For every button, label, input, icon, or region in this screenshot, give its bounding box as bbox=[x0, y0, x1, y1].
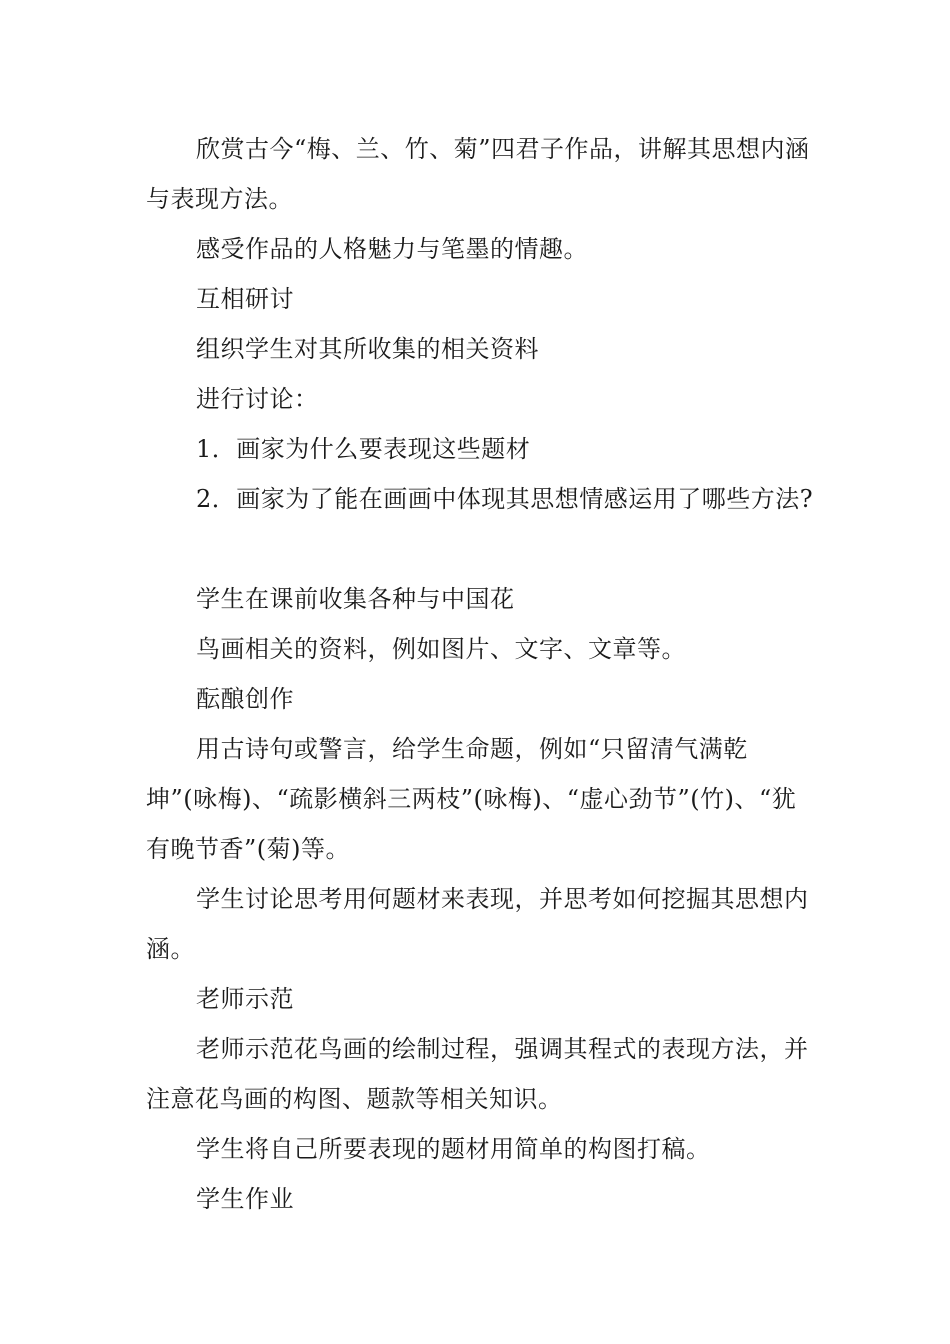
heading-teacher-demo: 老师示范 bbox=[196, 985, 294, 1013]
heading-student-homework: 学生作业 bbox=[196, 1185, 294, 1213]
paragraph-feel-charm: 感受作品的人格魅力与笔墨的情趣。 bbox=[196, 235, 588, 263]
heading-brewing-creation: 酝酿创作 bbox=[196, 685, 294, 713]
list-item-question-2: 2．画家为了能在画画中体现其思想情感运用了哪些方法? bbox=[196, 485, 814, 513]
paragraph-appreciate-works: 欣赏古今“梅、兰、竹、菊”四君子作品，讲解其思想内涵与表现方法。 bbox=[146, 135, 810, 213]
paragraph-poem-topics: 用古诗句或警言，给学生命题，例如“只留清气满乾坤”(咏梅)、“疏影横斜三两枝”(咏梅)、“虚心劲节”(竹)、“犹有晚节香”(菊)等。 bbox=[146, 735, 797, 863]
paragraph-teacher-demo-process: 老师示范花鸟画的绘制过程，强调其程式的表现方法，并注意花鸟画的构图、题款等相关知识。 bbox=[146, 1035, 809, 1113]
heading-mutual-discussion: 互相研讨 bbox=[196, 285, 294, 313]
paragraph-organize-students: 组织学生对其所收集的相关资料 bbox=[196, 335, 539, 363]
paragraph-discuss: 进行讨论： bbox=[196, 385, 319, 413]
paragraph-materials: 鸟画相关的资料，例如图片、文字、文章等。 bbox=[196, 635, 686, 663]
paragraph-students-think: 学生讨论思考用何题材来表现，并思考如何挖掘其思想内涵。 bbox=[146, 885, 809, 963]
paragraph-students-collect: 学生在课前收集各种与中国花 bbox=[196, 585, 515, 613]
list-item-question-1: 1．画家为什么要表现这些题材 bbox=[196, 435, 531, 463]
paragraph-students-draft: 学生将自己所要表现的题材用简单的构图打稿。 bbox=[196, 1135, 711, 1163]
